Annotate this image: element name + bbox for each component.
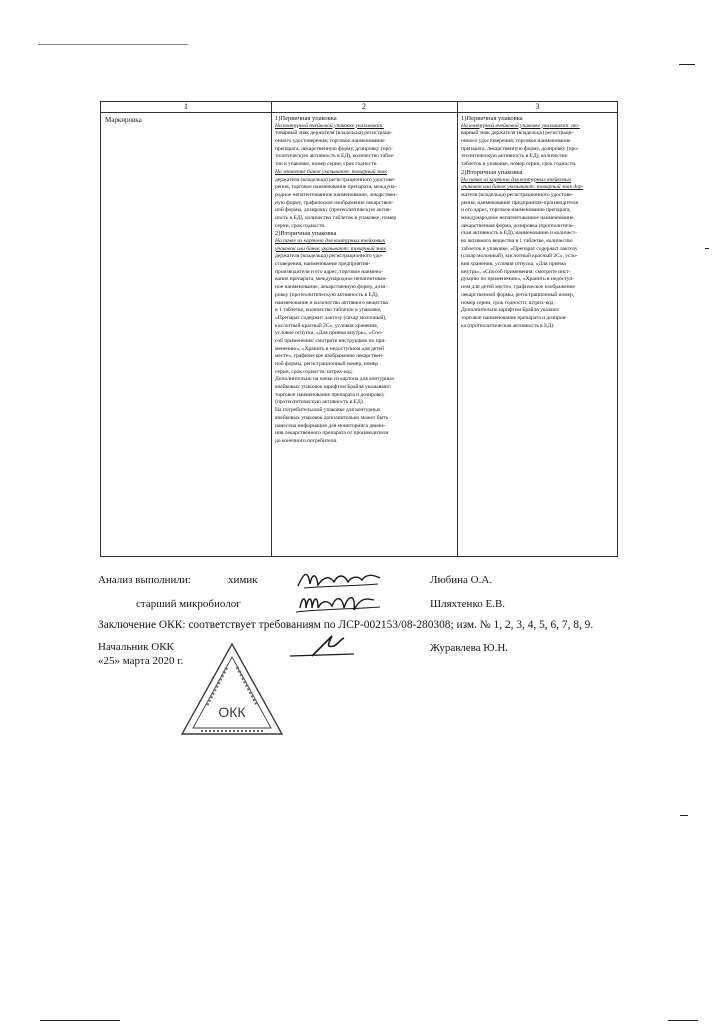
scan-mark: [679, 64, 695, 65]
scan-mark: [668, 1020, 698, 1021]
table-header-row: [101, 102, 617, 113]
cell-line: родное непатентованное наименование, лекарствен-: [275, 191, 397, 198]
column-divider: [271, 102, 272, 556]
cell-line: в 1 таблетке, количество таблеток в упаковке,: [275, 307, 382, 314]
cell-line: толитическую активность в ЕД), количество табле-: [275, 153, 395, 160]
cell-line: международное непатентованное наименование,: [461, 214, 575, 221]
cell-line: серии, срок годности, штрих-код.: [275, 368, 354, 375]
cell-line: препарата, лекарственную форму, дозировку (про-: [275, 145, 393, 152]
cell-line: теолитическую активность в ЕД), количество: [461, 153, 568, 160]
cell-line: «Препарат содержит лактозу (сахар молочный),: [275, 314, 387, 321]
cell-line: производителя и его адрес, торговое наимено-: [275, 268, 384, 275]
scan-mark: [38, 44, 188, 45]
cell-line: внутрь», «Способ применения: смотрите инст-: [461, 268, 571, 275]
cell-line: 2)Вторичная упаковка: [461, 168, 523, 176]
cell-line: держателя (владельца) регистрационного удостове-: [275, 176, 396, 183]
column-divider: [457, 102, 458, 556]
cell-line: ную форму, графическое изображение лекарствен-: [275, 199, 394, 206]
scan-mark: [40, 1020, 120, 1021]
row-label-marking: Маркировка: [105, 116, 142, 124]
cell-line: ячейковых упаковок шрифтом Брайля указывают:: [275, 384, 392, 391]
cell-line: ное наименование, лекарственную форму, дози-: [275, 284, 388, 291]
chemist-name: Любина О.А.: [430, 574, 493, 586]
cell-line: упаковок или банок указывают: товарный знак: [275, 245, 387, 252]
conclusion-text: Заключение ОКК: соответствует требованиям по ЛСР-002153/08-280308; изм. № 1, 2, 3, 4, 5, 6, 7, 8, 9.: [98, 619, 594, 631]
cell-line: торговое наименование препарата и дозиров-: [461, 314, 567, 321]
cell-line: рукцию по применению», «Хранить в недоступ-: [461, 276, 575, 283]
column-header-2: 2: [362, 102, 366, 111]
cell-line: (протеолитическую активность в ЕД).: [275, 399, 364, 406]
cell-line: ская активность в ЕД), наименование и количест-: [461, 230, 577, 237]
cell-line: онного удостоверения; торговое наименование: [275, 138, 385, 145]
okk-stamp: [179, 641, 285, 742]
stamp-text: ОКК: [218, 704, 246, 720]
cell-line: менению», «Хранить в недоступном для детей: [275, 345, 385, 352]
column-2-text: [275, 115, 455, 446]
cell-line: На пачке из картона для контурных ячейковых: [461, 176, 572, 183]
head-role: Начальник ОКК: [98, 641, 174, 653]
column-header-3: 3: [535, 102, 540, 111]
stamp-triangle-icon: [179, 641, 285, 737]
cell-line: лекарственной формы, регистрационный номер,: [461, 291, 575, 298]
cell-line: нанесена информация для мониторинга движе-: [275, 422, 386, 429]
cell-line: жателя (владельца) регистрационного удостове-: [461, 191, 574, 198]
cell-line: держателя (владельца) регистрационного удо-: [275, 253, 383, 260]
cell-line: товарный знак держателя (владельца) регистраци-: [275, 130, 393, 137]
cell-line: стоверения, наименование предприятия-: [275, 261, 371, 268]
cell-line: ном для детей месте», графическое изображение: [461, 284, 575, 291]
cell-line: и его адрес, торговое наименование препарата,: [461, 207, 571, 214]
cell-line: варный знак держателя (владельца) регистраци-: [461, 130, 574, 137]
cell-line: до конечного потребителя.: [275, 437, 338, 444]
column-header-1: 1: [184, 102, 188, 111]
cell-line: онного удостоверения; торговое наименование: [461, 138, 571, 145]
head-signature: [288, 630, 358, 662]
cell-line: На этикетке банок указывают: товарный знак: [275, 168, 387, 175]
cell-line: ния лекарственного препарата от производителя: [275, 430, 389, 437]
cell-line: лекарственная форма, дозировка (протеолитиче-: [461, 222, 575, 229]
cell-line: 1)Первичная упаковка: [461, 115, 523, 122]
cell-line: ячейковых упаковок дополнительно может быть: [275, 414, 389, 421]
cell-line: наименование и количество активного вещества: [275, 299, 388, 306]
cell-line: серии, срок годности.: [275, 222, 326, 229]
cell-line: кислотный красный 2С», условия хранения,: [275, 322, 379, 329]
cell-line: ной формы, дозировку (протеолитическую актив-: [275, 207, 392, 214]
head-name: Журавлева Ю.Н.: [430, 642, 509, 654]
microbiologist-role: старший микробиолог: [136, 598, 241, 610]
cell-line: ровку (протеолитическую активность в ЕД),: [275, 291, 379, 298]
chemist-signature: [294, 566, 384, 592]
cell-line: таблеток в упаковке, номер серии, срок годности.: [461, 161, 577, 168]
cell-line: ка (протеолитическая активность в ЕД).: [461, 322, 555, 329]
cell-line: Дополнительно шрифтом Брайля указано:: [461, 307, 560, 314]
microbiologist-name: Шляхтенко Е.В.: [430, 598, 506, 610]
cell-line: На контурной ячейковой упаковке указывают:: [275, 122, 384, 129]
cell-line: Дополнительно на пачке из картона для контурных: [275, 376, 395, 383]
analysis-label: Анализ выполнили:: [98, 574, 191, 586]
cell-line: соб применения: смотрите инструкцию по при-: [275, 337, 387, 344]
scan-mark: [705, 248, 709, 249]
cell-line: упаковок или банок указывают: товарный знак дер-: [461, 184, 584, 191]
microbiologist-signature: [294, 590, 384, 616]
cell-line: вия хранения, условия отпуска, «Для приема: [461, 261, 566, 268]
scan-mark: [680, 815, 688, 816]
cell-line: месте», графическое изображение лекарствен-: [275, 353, 384, 360]
report-date: «25» марта 2020 г.: [98, 655, 184, 667]
cell-line: На пачке из картона для контурных ячейковых: [275, 238, 386, 244]
cell-line: вание препарата, международное непатентован-: [275, 276, 388, 283]
cell-line: рения, наименование предприятия-производителя: [461, 199, 579, 206]
cell-line: На контурной ячейковой упаковке указывают: то-: [461, 122, 580, 129]
cell-line: ность в ЕД), количество таблеток в упаковке, номер: [275, 214, 397, 221]
cell-line: препарата, лекарственную форму, дозировку (про-: [461, 145, 579, 152]
cell-line: торговое наименование препарата и дозировку: [275, 391, 385, 398]
cell-line: (сахар молочный), кислотный красный 2С», усло-: [461, 253, 578, 260]
cell-line: ток в упаковке, номер серии, срок годности.: [275, 161, 378, 168]
chemist-role: химик: [228, 574, 258, 586]
marking-table: [100, 101, 618, 557]
cell-line: 2)Вторичная упаковка: [275, 230, 337, 238]
cell-line: 1)Первичная упаковка: [275, 115, 337, 122]
cell-line: рения, торговое наименование препарата, междуна-: [275, 184, 397, 191]
column-3-text: [461, 115, 615, 330]
cell-line: номер серии, срок годности, штрих-код.: [461, 299, 555, 306]
cell-line: во активного вещества в 1 таблетке, количество: [461, 238, 573, 244]
cell-line: условие отпуска, «Для приема внутрь», «Спо-: [275, 330, 383, 337]
cell-line: На потребительской упаковке для контурных: [275, 407, 381, 414]
cell-line: таблеток в упаковке, «Препарат содержит лактозу: [461, 245, 578, 252]
cell-line: ной формы, регистрационный номер, номер: [275, 361, 379, 367]
